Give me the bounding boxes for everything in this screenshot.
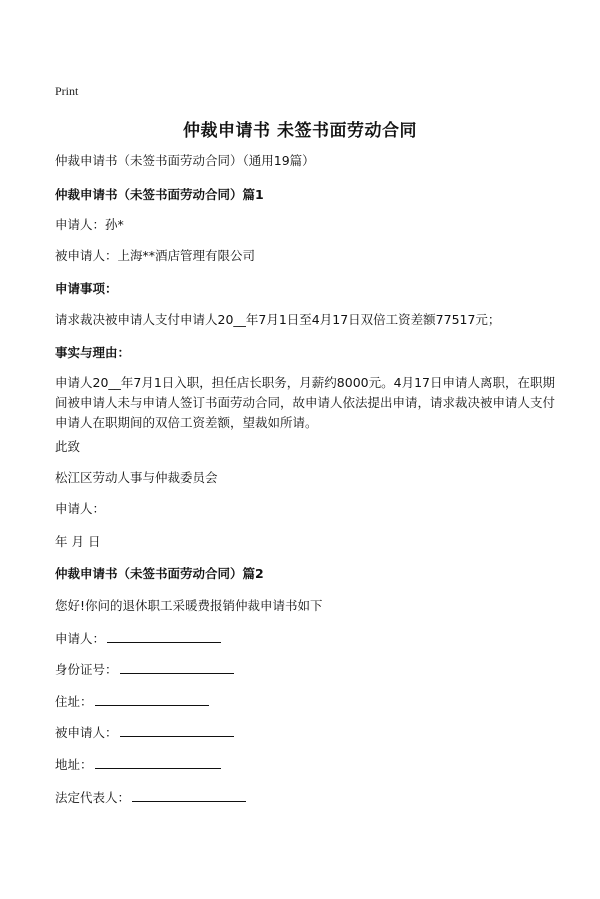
blank-line	[120, 659, 234, 674]
request-text: 请求裁决被申请人支付申请人20__年7月1日至4月17日双倍工资差额77517元；	[55, 312, 501, 327]
blank-line	[95, 691, 209, 706]
form-field-id-number	[55, 659, 234, 680]
applicant-line: 申请人：孙*	[55, 217, 124, 232]
field-label: 住址：	[55, 694, 93, 709]
blank-line	[132, 787, 246, 802]
blank-line	[107, 628, 221, 643]
committee-name: 松江区劳动人事与仲裁委员会	[55, 470, 218, 485]
blank-line	[120, 722, 234, 737]
facts-heading: 事实与理由：	[55, 345, 131, 360]
field-label: 身份证号：	[55, 662, 118, 677]
facts-text: 申请人20__年7月1日入职，担任店长职务，月薪约8000元。4月17日申请人离职，在职期间被申请人未与申请人签订书面劳动合同，故申请人依法提出申请，请求裁决被申请人支付申请人在职期间的双倍工资差额，望裁如所请。	[55, 375, 556, 430]
section-2-heading: 仲裁申请书（未签书面劳动合同）篇2	[55, 566, 264, 581]
print-link[interactable]: Print	[55, 84, 79, 98]
form-field-applicant	[55, 628, 221, 649]
form-field-respondent-address	[55, 754, 221, 775]
respondent-line: 被申请人：上海**酒店管理有限公司	[55, 248, 256, 263]
document-subtitle: 仲裁申请书（未签书面劳动合同）（通用19篇）	[55, 153, 315, 168]
request-heading: 申请事项：	[55, 281, 118, 296]
document-title: 仲裁申请书 未签书面劳动合同	[183, 121, 417, 141]
section-1-heading: 仲裁申请书（未签书面劳动合同）篇1	[55, 187, 264, 202]
field-label: 被申请人：	[55, 725, 118, 740]
form-field-legal-representative	[55, 787, 246, 808]
field-label: 申请人：	[55, 631, 106, 646]
form-field-address	[55, 691, 209, 712]
signature-date: 年 月 日	[55, 534, 101, 549]
blank-line	[95, 754, 221, 769]
field-label: 地址：	[55, 757, 93, 772]
form-field-respondent	[55, 722, 234, 743]
field-label: 法定代表人：	[55, 790, 131, 805]
signature-applicant: 申请人：	[55, 501, 106, 516]
section-2-intro: 您好!你问的退休职工采暖费报销仲裁申请书如下	[55, 598, 323, 613]
salutation: 此致	[55, 439, 81, 454]
